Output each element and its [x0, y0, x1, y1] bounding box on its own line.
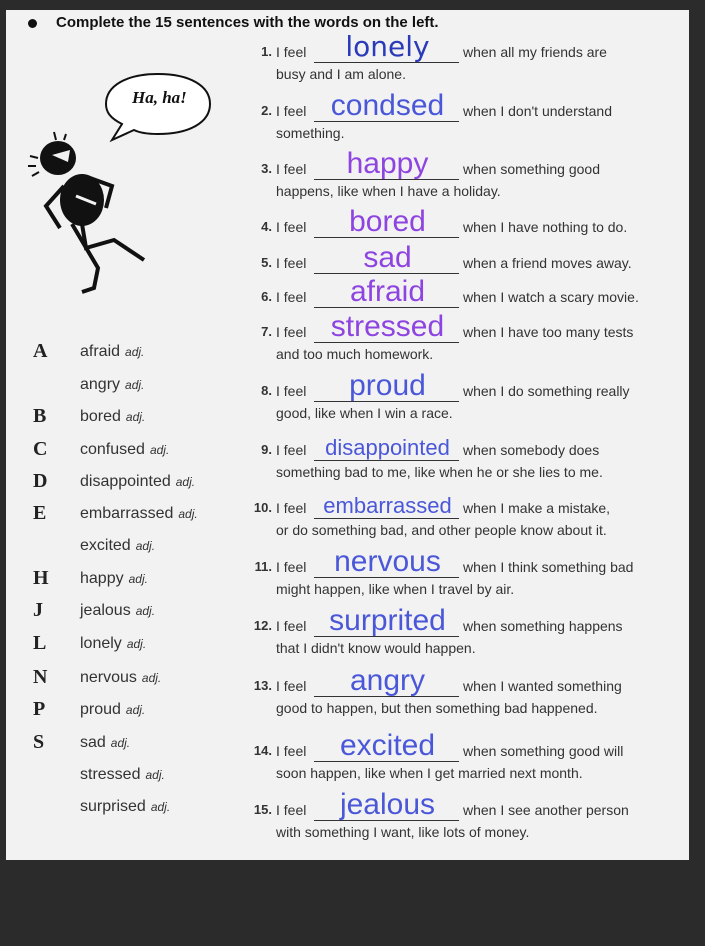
answer-field[interactable]: lonely [345, 30, 430, 63]
sentence: 13. I feel angry when I wanted something good to happen, but then something bad happened. [253, 664, 622, 716]
word-item: L lonely adj. [33, 632, 147, 654]
sentence: 2. I feel condsed when I don't understand something. [261, 89, 613, 141]
sentence: 1. I feel lonely when all my friends are busy and I am alone. [261, 30, 607, 82]
answer-field[interactable]: happy [346, 147, 429, 180]
word-item: angry adj. [80, 376, 145, 393]
sentence: 10. I feel embarrassed when I make a mistake, or do something bad, and other people know about it. [253, 493, 611, 538]
word-item: stressed adj. [80, 766, 165, 783]
sentence: 15. I feel jealous when I see another person with something I want, like lots of money. [253, 788, 629, 840]
sentence: 6. I feel afraid when I watch a scary movie. [261, 275, 639, 308]
word-item: A afraid adj. [33, 340, 145, 362]
word-item: J jealous adj. [33, 599, 156, 621]
sentence: 8. I feel proud when I do something really good, like when I win a race. [261, 369, 630, 421]
bubble-text: Ha, ha! [132, 88, 187, 107]
word-item: P proud adj. [33, 698, 146, 720]
word-item: C confused adj. [33, 438, 170, 460]
laughing-figure-icon [24, 128, 159, 300]
word-item: excited adj. [80, 537, 156, 554]
sentence: 9. I feel disappointed when somebody does something bad to me, like when he or she lies to me. [261, 435, 603, 480]
answer-field[interactable]: nervous [334, 545, 441, 578]
sentence: 7. I feel stressed when I have too many tests and too much homework. [261, 310, 634, 362]
sentence: 3. I feel happy when something good happens, like when I have a holiday. [261, 147, 600, 199]
answer-field[interactable]: excited [339, 729, 436, 762]
answer-field[interactable]: surprited [329, 604, 446, 637]
word-item: B bored adj. [33, 405, 146, 427]
sentence: 14. I feel excited when something good will soon happen, like when I get married next month. [253, 729, 624, 781]
sentence: 12. I feel surprited when something happens that I didn't know would happen. [253, 604, 623, 656]
answer-field[interactable]: embarrassed [323, 493, 452, 518]
answer-field[interactable]: sad [363, 241, 412, 274]
answer-field[interactable]: stressed [330, 310, 445, 343]
answer-field[interactable]: jealous [339, 788, 436, 821]
bullet [28, 19, 37, 28]
answer-field[interactable]: disappointed [325, 435, 450, 460]
answer-field[interactable]: angry [349, 664, 426, 697]
sentence: 11. I feel nervous when I think something bad might happen, like when I travel by air. [254, 545, 634, 597]
word-item: S sad adj. [33, 731, 131, 753]
instruction: Complete the 15 sentences with the words on the left. [56, 14, 439, 31]
answer-field[interactable]: proud [349, 369, 426, 402]
word-item: D disappointed adj. [33, 470, 196, 492]
worksheet [6, 10, 689, 860]
sentence: 4. I feel bored when I have nothing to do. [261, 205, 628, 238]
word-item: E embarrassed adj. [33, 502, 198, 524]
sentence: 5. I feel sad when a friend moves away. [261, 241, 632, 274]
answer-field[interactable]: bored [349, 205, 426, 238]
word-item: N nervous adj. [33, 666, 162, 688]
answer-field[interactable]: condsed [330, 89, 445, 122]
word-item: surprised adj. [80, 798, 171, 815]
answer-field[interactable]: afraid [349, 275, 426, 308]
word-item: H happy adj. [33, 567, 148, 589]
